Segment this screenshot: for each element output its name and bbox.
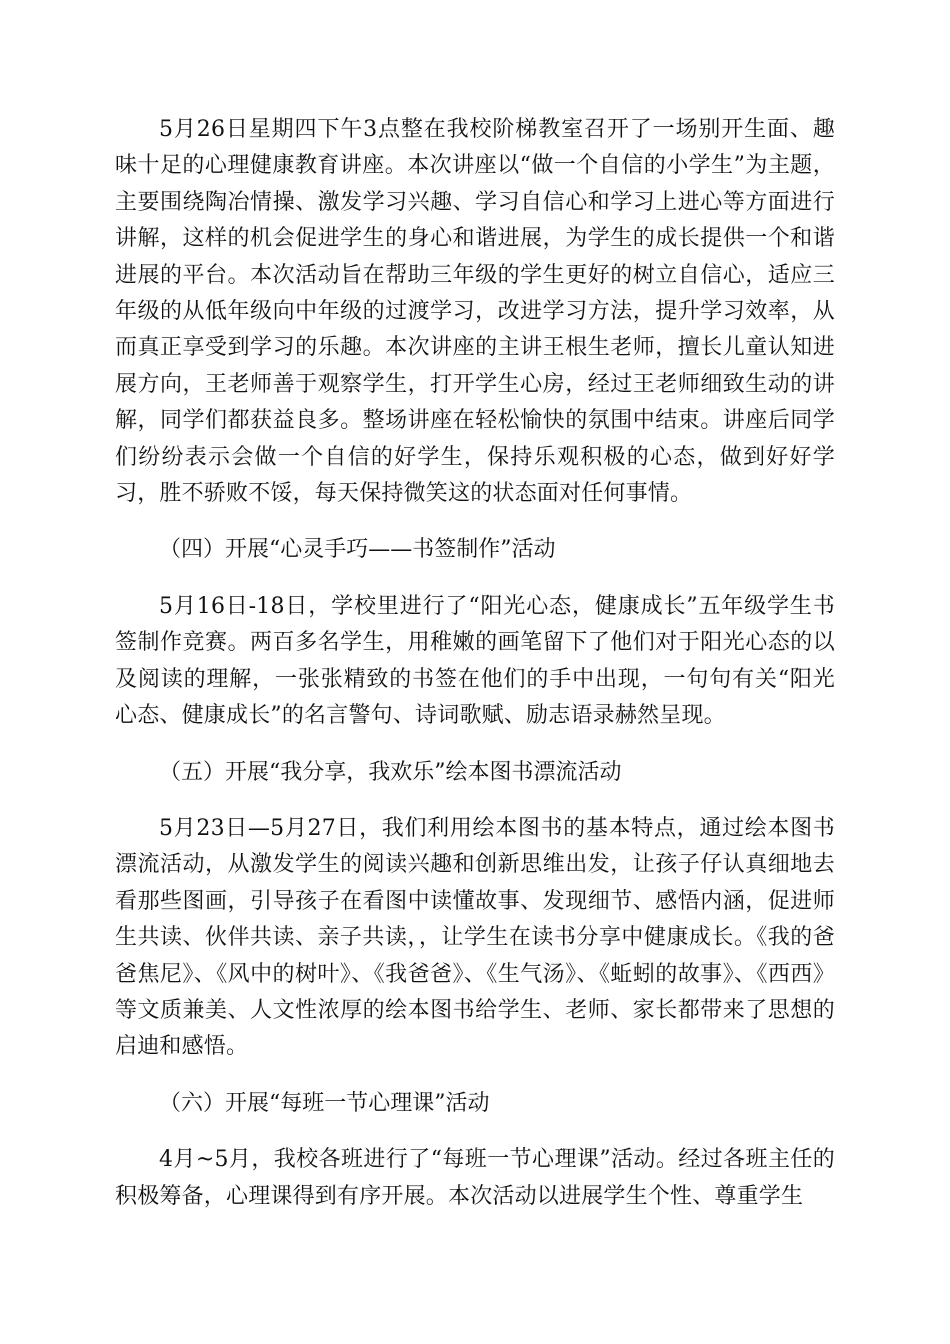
paragraph-class: 4月~5月，我校各班进行了“每班一节心理课”活动。经过各班主任的积极筹备，心理课得到有序开展。本次活动以进展学生个性、尊重学生 <box>115 1147 835 1209</box>
paragraph-picture-book: 5月23日—5月27日，我们利用绘本图书的基本特点，通过绘本图书漂流活动，从激发学生的阅读兴趣和创新思维出发，让孩子仔认真细地去看那些图画，引导孩子在看图中读懂故事、发现细节、感悟内涵，促进师生共读、伙伴共读、亲子共读，，让学生在读书分享中健康成长。《我的爸爸焦尼》、《风中的树叶》、《我爸爸》、《生气汤》、《蚯蚓的故事》、《西西》等文质兼美、人文性浓厚的绘本图书给学生、老师、家长都带来了思想的启迪和感悟。 <box>115 815 835 1060</box>
paragraph-bookmark: 5月16日-18日，学校里进行了“阳光心态，健康成长”五年级学生书签制作竞赛。两百多名学生，用稚嫩的画笔留下了他们对于阳光心态的以及阅读的理解，一张张精致的书签在他们的手中出现，一句句有关“阳光心态、健康成长”的名言警句、诗词歌赋、励志语录赫然呈现。 <box>115 593 835 729</box>
document-page <box>115 112 835 1215</box>
section-heading-class: （六）开展“每班一节心理课”活动 <box>159 1090 490 1116</box>
paragraph-lecture: 5月26日星期四下午3点整在我校阶梯教室召开了一场别开生面、趣味十足的心理健康教育讲座。本次讲座以“做一个自信的小学生”为主题，主要围绕陶冶情操、激发学习兴趣、学习自信心和学习上进心等方面进行讲解，这样的机会促进学生的身心和谐进展，为学生的成长提供一个和谐进展的平台。本次活动旨在帮助三年级的学生更好的树立自信心，适应三年级的从低年级向中年级的过渡学习，改进学习方法，提升学习效率，从而真正享受到学习的乐趣。本次讲座的主讲王根生老师，擅长儿童认知进展方向，王老师善于观察学生，打开学生心房，经过王老师细致生动的讲解，同学们都获益良多。整场讲座在轻松愉快的氛围中结束。讲座后同学们纷纷表示会做一个自信的好学生，保持乐观积极的心态，做到好好学习，胜不骄败不馁，每天保持微笑这的状态面对任何事情。 <box>115 117 835 507</box>
section-heading-bookmark: （四）开展“心灵手巧——书签制作”活动 <box>159 537 556 563</box>
section-heading-picture-book: （五）开展“我分享，我欢乐”绘本图书漂流活动 <box>159 759 622 785</box>
